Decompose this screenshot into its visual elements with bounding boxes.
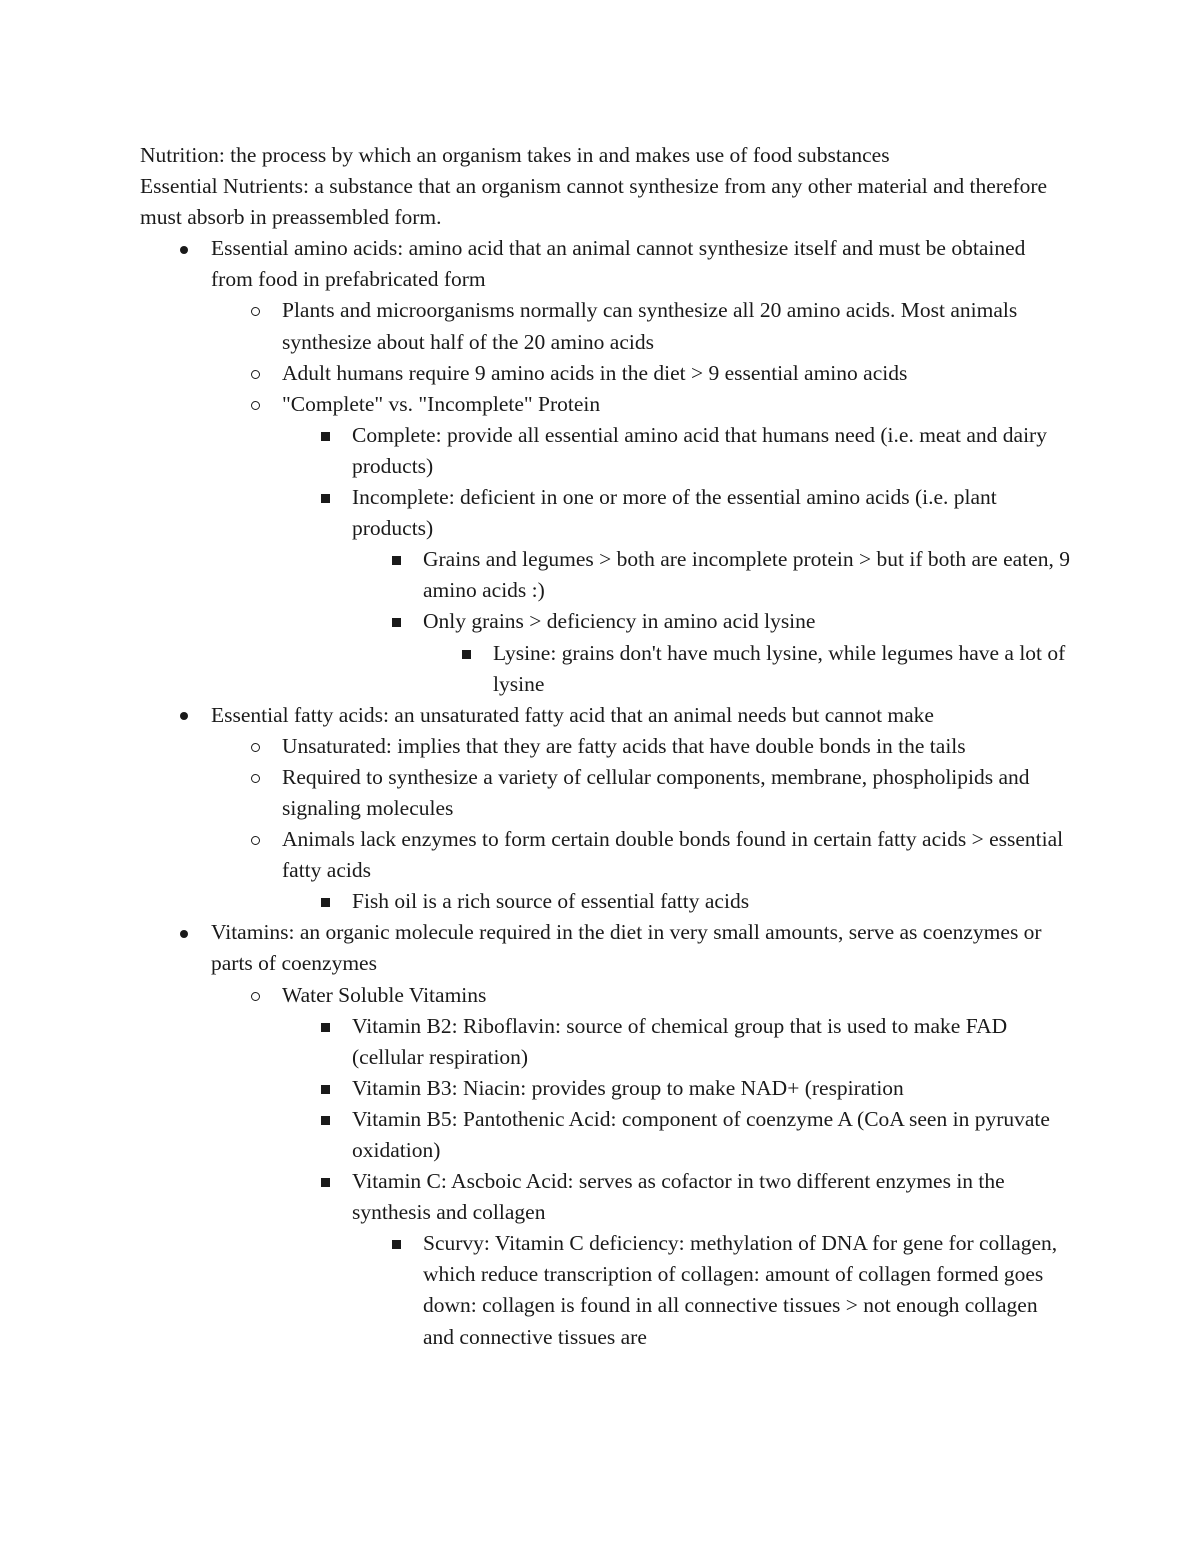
bullet-square-icon bbox=[317, 1011, 333, 1042]
notes-list bbox=[140, 233, 1070, 1352]
bullet-square-icon bbox=[317, 482, 333, 513]
list-item: Vitamin B5: Pantothenic Acid: component of coenzyme A (CoA seen in pyruvate oxidation) bbox=[140, 1104, 1070, 1166]
nutrition-definition: Nutrition: the process by which an organism takes in and makes use of food substances bbox=[140, 143, 890, 167]
bullet-square-icon bbox=[317, 420, 333, 451]
list-item: Vitamin C: Ascboic Acid: serves as cofactor in two different enzymes in the synthesis and collagen bbox=[140, 1166, 1070, 1228]
bullet-ring-icon bbox=[247, 295, 263, 326]
list-item: Essential amino acids: amino acid that an animal cannot synthesize itself and must be obtained from food in prefabricated form bbox=[140, 233, 1070, 295]
list-item: Unsaturated: implies that they are fatty acids that have double bonds in the tails bbox=[140, 731, 1070, 762]
list-item: Incomplete: deficient in one or more of the essential amino acids (i.e. plant products) bbox=[140, 482, 1070, 544]
bullet-dot-icon bbox=[176, 917, 192, 948]
bullet-dot-icon bbox=[176, 233, 192, 264]
bullet-square-icon bbox=[317, 1166, 333, 1197]
list-item: Vitamins: an organic molecule required in the diet in very small amounts, serve as coenzymes or parts of coenzymes bbox=[140, 917, 1070, 979]
bullet-square-icon bbox=[388, 606, 404, 637]
bullet-ring-icon bbox=[247, 731, 263, 762]
list-item: Adult humans require 9 amino acids in the diet > 9 essential amino acids bbox=[140, 358, 1070, 389]
bullet-square-icon bbox=[388, 544, 404, 575]
list-item: "Complete" vs. "Incomplete" Protein bbox=[140, 389, 1070, 420]
bullet-ring-icon bbox=[247, 824, 263, 855]
bullet-ring-icon bbox=[247, 389, 263, 420]
list-item: Plants and microorganisms normally can synthesize all 20 amino acids. Most animals synthesize about half of the 20 amino acids bbox=[140, 295, 1070, 357]
bullet-ring-icon bbox=[247, 358, 263, 389]
bullet-square-icon bbox=[317, 1104, 333, 1135]
list-item: Fish oil is a rich source of essential fatty acids bbox=[140, 886, 1070, 917]
list-item: Scurvy: Vitamin C deficiency: methylation of DNA for gene for collagen, which reduce transcription of collagen: amount of collagen formed goes down: collagen is found in all connective tissues > not enough collagen and connective tissues are bbox=[140, 1228, 1070, 1352]
list-item: Lysine: grains don't have much lysine, while legumes have a lot of lysine bbox=[140, 638, 1070, 700]
list-item: Water Soluble Vitamins bbox=[140, 980, 1070, 1011]
bullet-square-icon bbox=[388, 1228, 404, 1259]
list-item: Essential fatty acids: an unsaturated fatty acid that an animal needs but cannot make bbox=[140, 700, 1070, 731]
bullet-square-icon bbox=[317, 1073, 333, 1104]
bullet-dot-icon bbox=[176, 700, 192, 731]
notes-content bbox=[140, 140, 1070, 1353]
essential-nutrients-definition: Essential Nutrients: a substance that an organism cannot synthesize from any other material and therefore must absorb in preassembled form. bbox=[140, 174, 1048, 230]
bullet-square-icon bbox=[317, 886, 333, 917]
list-item: Grains and legumes > both are incomplete protein > but if both are eaten, 9 amino acids :) bbox=[140, 544, 1070, 606]
bullet-ring-icon bbox=[247, 980, 263, 1011]
list-item: Vitamin B2: Riboflavin: source of chemical group that is used to make FAD (cellular respiration) bbox=[140, 1011, 1070, 1073]
list-item: Required to synthesize a variety of cellular components, membrane, phospholipids and signaling molecules bbox=[140, 762, 1070, 824]
list-item: Vitamin B3: Niacin: provides group to make NAD+ (respiration bbox=[140, 1073, 1070, 1104]
bullet-square-icon bbox=[458, 638, 474, 669]
list-item: Complete: provide all essential amino acid that humans need (i.e. meat and dairy products) bbox=[140, 420, 1070, 482]
list-item: Only grains > deficiency in amino acid lysine bbox=[140, 606, 1070, 637]
list-item: Animals lack enzymes to form certain double bonds found in certain fatty acids > essential fatty acids bbox=[140, 824, 1070, 886]
bullet-ring-icon bbox=[247, 762, 263, 793]
